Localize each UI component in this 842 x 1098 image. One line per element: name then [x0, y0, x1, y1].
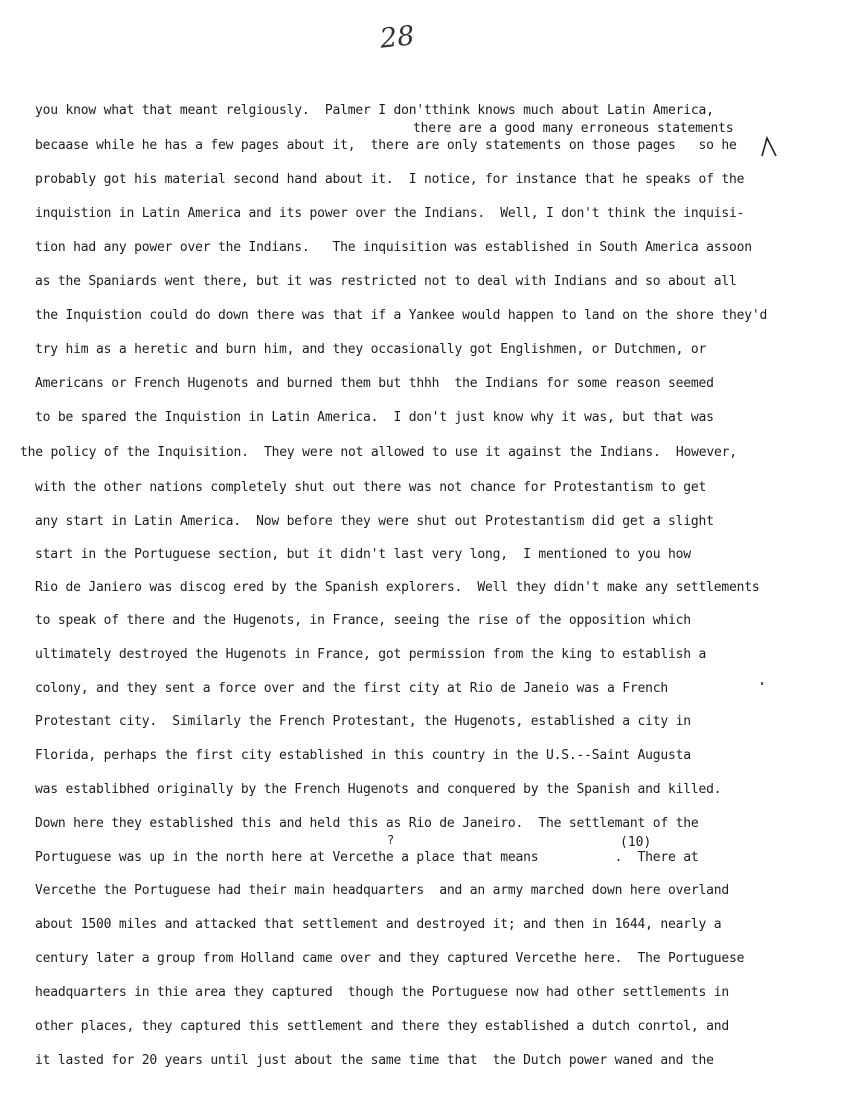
text-line: ultimately destroyed the Hugenots in France, got permission from the king to establish a — [35, 647, 707, 662]
text-line: century later a group from Holland came over and they captured Vercethe here. The Portuguese — [35, 951, 745, 966]
text-line: the Inquistion could do down there was that if a Yankee would happen to land on the shore they'd — [35, 308, 768, 323]
text-line: Protestant city. Similarly the French Protestant, the Hugenots, established a city in — [35, 714, 691, 729]
text-line: it lasted for 20 years until just about the same time that the Dutch power waned and the — [35, 1053, 714, 1068]
text-line: headquarters in thie area they captured though the Portuguese now had other settlements in — [35, 985, 730, 1000]
text-line: becaase while he has a few pages about it, there are only statements on those pages so he — [35, 138, 737, 153]
text-line: Portuguese was up in the north here at Vercethe a place that means . There at — [35, 850, 699, 865]
handwritten-insertion: there are a good many erroneous statements — [413, 121, 734, 136]
text-line: with the other nations completely shut out there was not chance for Protestantism to get — [35, 480, 707, 495]
ink-speck — [761, 682, 763, 685]
text-line: inquistion in Latin America and its power over the Indians. Well, I don't think the inquisi- — [35, 206, 745, 221]
text-line: the policy of the Inquisition. They were not allowed to use it against the Indians. However, — [20, 445, 737, 460]
text-line: Florida, perhaps the first city established in this country in the U.S.--Saint Augusta — [35, 748, 691, 763]
text-line: other places, they captured this settlement and there they established a dutch conrtol, and — [35, 1019, 730, 1034]
text-line: as the Spaniards went there, but it was restricted not to deal with Indians and so about all — [35, 274, 737, 289]
text-line: colony, and they sent a force over and the first city at Rio de Janeio was a French — [35, 681, 669, 696]
text-line: to speak of there and the Hugenots, in France, seeing the rise of the opposition which — [35, 613, 691, 628]
text-line: try him as a heretic and burn him, and they occasionally got Englishmen, or Dutchmen, or — [35, 342, 707, 357]
text-line: any start in Latin America. Now before they were shut out Protestantism did get a slight — [35, 514, 714, 529]
page-number: 28 — [378, 20, 416, 55]
text-line: to be spared the Inquistion in Latin America. I don't just know why it was, but that was — [35, 410, 714, 425]
insertion-caret-icon — [760, 136, 778, 158]
text-line: start in the Portuguese section, but it didn't last very long, I mentioned to you how — [35, 547, 691, 562]
text-line: was establibhed originally by the French Hugenots and conquered by the Spanish and killed. — [35, 782, 722, 797]
text-line: Down here they established this and held this as Rio de Janeiro. The settlemant of the — [35, 816, 699, 831]
question-mark-annotation: ? — [387, 833, 395, 847]
text-line: about 1500 miles and attacked that settlement and destroyed it; and then in 1644, nearly a — [35, 917, 722, 932]
text-line: probably got his material second hand about it. I notice, for instance that he speaks of the — [35, 172, 745, 187]
text-line: Vercethe the Portuguese had their main headquarters and an army marched down here overland — [35, 883, 730, 898]
text-line: you know what that meant relgiously. Palmer I don'tthink knows much about Latin America, — [35, 103, 714, 118]
text-line: tion had any power over the Indians. The inquisition was established in South America assoon — [35, 240, 752, 255]
footnote-reference: (10) — [620, 835, 652, 850]
text-line: Rio de Janiero was discog ered by the Spanish explorers. Well they didn't make any settlements — [35, 580, 760, 595]
text-line: Americans or French Hugenots and burned them but thhh the Indians for some reason seemed — [35, 376, 714, 391]
